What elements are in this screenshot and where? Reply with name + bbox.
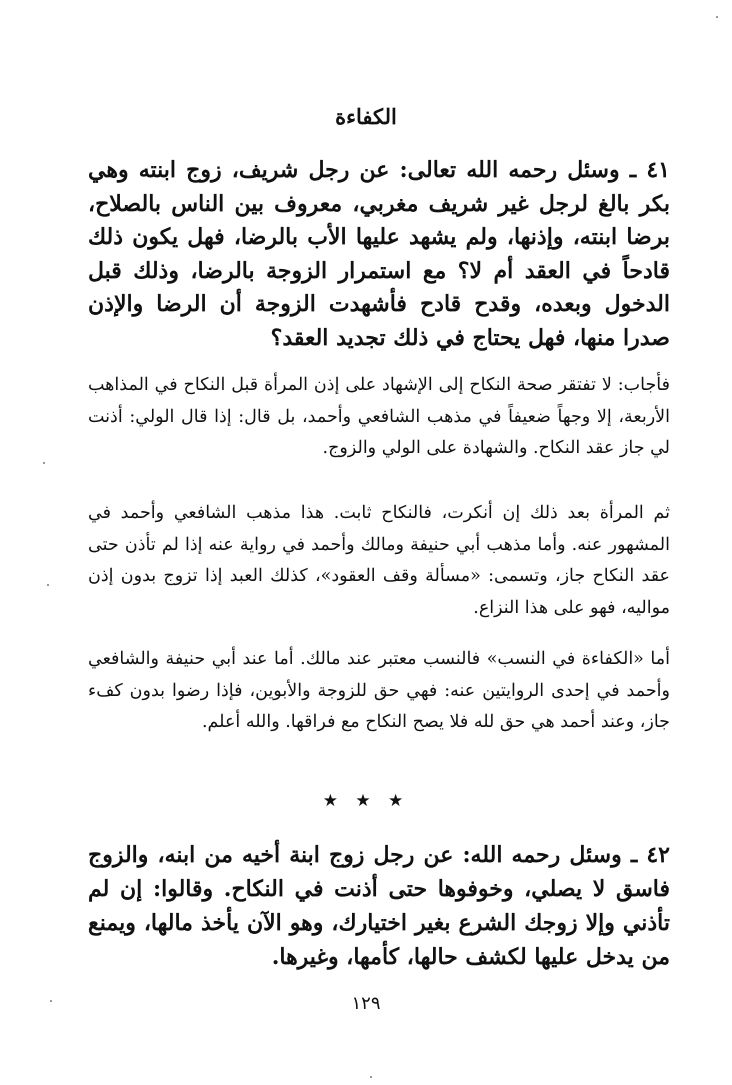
- scan-speck: [43, 462, 45, 464]
- scan-speck: [370, 1076, 372, 1078]
- scan-speck: [47, 584, 49, 586]
- section-title: الكفاءة: [335, 104, 397, 129]
- section-separator: ★ ★ ★: [322, 791, 410, 811]
- scan-speck: [716, 16, 718, 18]
- answer-paragraph-2: ثم المرأة بعد ذلك إن أنكرت، فالنكاح ثابت. هذا مذهب الشافعي وأحمد في المشهور عنه. وأما مذهب أبي حنيفة ومالك وأحمد في رواية عنه إذا لم تأذن حتى عقد النكاح جاز، وتسمى: «مسألة وقف العقود»، كذلك العبد إذا تزوج بدون إذن مواليه، فهو على هذا النزاع.: [88, 503, 670, 618]
- question-41: ٤١ ـ وسئل رحمه الله تعالى: عن رجل شريف، زوج ابنته وهي بكر بالغ لرجل غير شريف مغربي، معروف بين الناس بالصلاح، برضا ابنته، وإذنها، ولم يشهد عليها الأب بالرضا، فهل يكون ذلك قادحاً في العقد أم لا؟ مع استمرار الزوجة بالرضا، وذلك قبل الدخول وبعده، وقدح قادح فأشهدت الزوجة أن الرضا والإذن صدرا منها، فهل يحتاج في ذلك تجديد العقد؟: [88, 157, 670, 351]
- scan-speck: [50, 1000, 52, 1002]
- answer-paragraph-1: فأجاب: لا تفتقر صحة النكاح إلى الإشهاد على إذن المرأة قبل النكاح في المذاهب الأربعة، إلا وجهاً ضعيفاً في مذهب الشافعي وأحمد، بل قال: إذا قال الولي: أذنت لي جاز عقد النكاح. والشهادة على الولي والزوج.: [88, 375, 670, 458]
- answer-paragraph-3: أما «الكفاءة في النسب» فالنسب معتبر عند مالك. أما عند أبي حنيفة والشافعي وأحمد في إحدى الروايتين عنه: فهي حق للزوجة والأبوين، فإذا رضوا بدون كفء جاز، وعند أحمد هي حق لله فلا يصح النكاح مع فراقها. والله أعلم.: [88, 649, 670, 732]
- page-number: ١٢٩: [351, 993, 381, 1014]
- question-42: ٤٢ ـ وسئل رحمه الله: عن رجل زوج ابنة أخيه من ابنه، والزوج فاسق لا يصلي، وخوفوها حتى أذنت في النكاح. وقالوا: إن لم تأذني وإلا زوجك الشرع بغير اختيارك، وهو الآن يأخذ مالها، ويمنع من يدخل عليها لكشف حالها، كأمها، وغيرها.: [88, 842, 670, 970]
